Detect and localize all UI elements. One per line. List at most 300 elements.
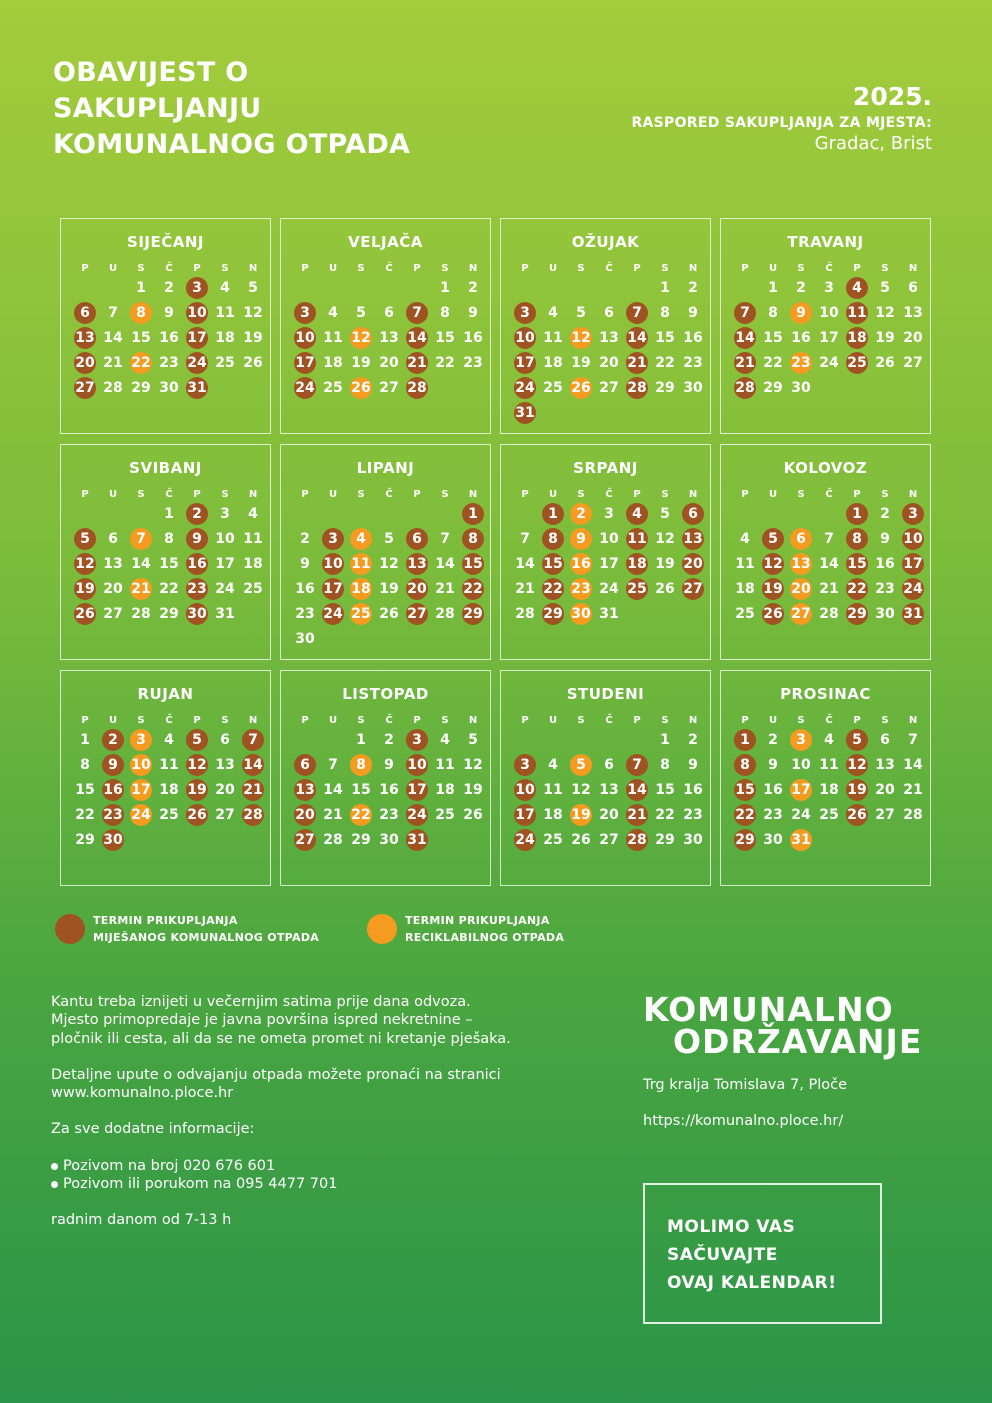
day-number: 9 xyxy=(384,757,394,773)
weekday-header: Č xyxy=(165,489,173,500)
day xyxy=(99,302,127,324)
day-number: 14 xyxy=(131,556,151,572)
weekday-header: S xyxy=(881,715,889,726)
day-number: 23 xyxy=(379,807,399,823)
mixed-collection-day xyxy=(623,327,651,349)
recyclable-collection-day xyxy=(787,603,815,625)
day xyxy=(787,804,815,826)
day-number: 18 xyxy=(323,355,343,371)
day-number: 27 xyxy=(903,355,923,371)
day-number: 21 xyxy=(323,807,343,823)
mixed-collection-day xyxy=(511,402,539,424)
mixed-collection-day xyxy=(71,553,99,575)
recyclable-collection-day xyxy=(567,578,595,600)
recyclable-collection-day xyxy=(787,578,815,600)
recyclable-collection-day xyxy=(347,528,375,550)
day-number: 9 xyxy=(186,528,208,550)
day-number: 10 xyxy=(599,531,619,547)
day xyxy=(899,729,927,751)
month-listopad xyxy=(280,670,491,886)
day-number: 3 xyxy=(406,729,428,751)
day-number: 19 xyxy=(186,779,208,801)
day-number: 2 xyxy=(796,280,806,296)
day xyxy=(871,277,899,299)
day xyxy=(375,754,403,776)
day-number: 15 xyxy=(763,330,783,346)
mixed-collection-day xyxy=(539,528,567,550)
day-number: 11 xyxy=(323,330,343,346)
mixed-collection-day xyxy=(319,603,347,625)
day-number: 13 xyxy=(406,553,428,575)
recyclable-collection-day xyxy=(567,528,595,550)
day-number: 12 xyxy=(379,556,399,572)
day-number: 14 xyxy=(242,754,264,776)
day-number: 8 xyxy=(80,757,90,773)
day-number: 11 xyxy=(159,757,179,773)
day xyxy=(871,603,899,625)
weekday-header: P xyxy=(741,263,749,274)
mixed-collection-day xyxy=(183,528,211,550)
day-number: 7 xyxy=(734,302,756,324)
day xyxy=(651,729,679,751)
day-number: 23 xyxy=(159,355,179,371)
mixed-collection-day xyxy=(403,352,431,374)
day-number: 19 xyxy=(762,578,784,600)
day xyxy=(459,352,487,374)
mixed-collection-day xyxy=(99,779,127,801)
mixed-collection-day xyxy=(679,503,707,525)
day-number: 19 xyxy=(571,355,591,371)
day-number: 17 xyxy=(514,804,536,826)
day-number: 2 xyxy=(102,729,124,751)
day xyxy=(375,603,403,625)
month-lipanj xyxy=(280,444,491,660)
day-number: 10 xyxy=(791,757,811,773)
recyclable-collection-day xyxy=(127,352,155,374)
day-number: 17 xyxy=(215,556,235,572)
day-number: 1 xyxy=(136,280,146,296)
day xyxy=(651,503,679,525)
day xyxy=(239,578,267,600)
day-number: 11 xyxy=(350,553,372,575)
day-number: 29 xyxy=(655,832,675,848)
day-number: 7 xyxy=(130,528,152,550)
day xyxy=(211,603,239,625)
day xyxy=(155,377,183,399)
day-number: 11 xyxy=(819,757,839,773)
day xyxy=(787,327,815,349)
day-number: 1 xyxy=(462,503,484,525)
day-number: 29 xyxy=(159,606,179,622)
day xyxy=(155,553,183,575)
day xyxy=(595,829,623,851)
weekday-header: P xyxy=(521,715,529,726)
mixed-collection-day xyxy=(731,302,759,324)
weekday-header: S xyxy=(357,263,365,274)
day xyxy=(731,578,759,600)
mixed-collection-day xyxy=(511,829,539,851)
weekday-header: U xyxy=(328,489,338,500)
save-line: MOLIMO VAS xyxy=(667,1217,796,1237)
month-name: TRAVANJ xyxy=(787,233,864,251)
day xyxy=(127,377,155,399)
day xyxy=(595,503,623,525)
day xyxy=(431,729,459,751)
day-number: 18 xyxy=(350,578,372,600)
weekday-header: N xyxy=(908,489,918,500)
mixed-collection-day xyxy=(99,729,127,751)
day xyxy=(651,528,679,550)
mixed-collection-day xyxy=(731,352,759,374)
day xyxy=(211,754,239,776)
day-number: 4 xyxy=(164,732,174,748)
mixed-collection-day xyxy=(539,503,567,525)
day-number: 29 xyxy=(462,603,484,625)
day xyxy=(899,352,927,374)
day xyxy=(511,528,539,550)
day xyxy=(155,603,183,625)
day-number: 20 xyxy=(379,355,399,371)
day-number: 1 xyxy=(542,503,564,525)
day-number: 21 xyxy=(103,355,123,371)
day xyxy=(539,327,567,349)
weekday-header: S xyxy=(137,489,145,500)
day xyxy=(127,603,155,625)
month-name: RUJAN xyxy=(137,685,194,703)
day xyxy=(539,754,567,776)
day-number: 22 xyxy=(655,807,675,823)
day xyxy=(211,729,239,751)
weekday-header: U xyxy=(108,263,118,274)
day xyxy=(459,804,487,826)
weekday-header: U xyxy=(108,489,118,500)
day-number: 6 xyxy=(604,757,614,773)
mixed-collection-day xyxy=(183,503,211,525)
day-number: 3 xyxy=(294,302,316,324)
day xyxy=(871,779,899,801)
day-number: 8 xyxy=(130,302,152,324)
day xyxy=(291,528,319,550)
day xyxy=(539,352,567,374)
day-number: 16 xyxy=(763,782,783,798)
weekday-header: Č xyxy=(825,715,833,726)
day xyxy=(431,553,459,575)
day xyxy=(431,578,459,600)
day-number: 5 xyxy=(74,528,96,550)
day-number: 17 xyxy=(514,352,536,374)
day-number: 13 xyxy=(215,757,235,773)
mixed-collection-day xyxy=(403,377,431,399)
page-title xyxy=(53,55,513,163)
day xyxy=(871,729,899,751)
day-number: 13 xyxy=(599,782,619,798)
day xyxy=(539,829,567,851)
day-number: 3 xyxy=(902,503,924,525)
day-number: 21 xyxy=(130,578,152,600)
mixed-collection-day xyxy=(291,804,319,826)
day-number: 13 xyxy=(379,330,399,346)
day-number: 8 xyxy=(542,528,564,550)
day-number: 31 xyxy=(790,829,812,851)
day-number: 3 xyxy=(220,506,230,522)
day-number: 7 xyxy=(328,757,338,773)
day xyxy=(871,553,899,575)
day-number: 23 xyxy=(790,352,812,374)
day-number: 19 xyxy=(875,330,895,346)
day xyxy=(431,603,459,625)
day-number: 13 xyxy=(682,528,704,550)
day-number: 31 xyxy=(599,606,619,622)
day xyxy=(155,779,183,801)
day-number: 20 xyxy=(406,578,428,600)
day xyxy=(319,754,347,776)
day xyxy=(211,528,239,550)
day xyxy=(815,578,843,600)
day-number: 24 xyxy=(902,578,924,600)
day-number: 2 xyxy=(468,280,478,296)
day-number: 31 xyxy=(186,377,208,399)
day-number: 17 xyxy=(599,556,619,572)
day-number: 9 xyxy=(300,556,310,572)
day-number: 5 xyxy=(660,506,670,522)
day xyxy=(431,528,459,550)
day-number: 22 xyxy=(655,355,675,371)
day xyxy=(595,804,623,826)
weekday-header: N xyxy=(908,715,918,726)
day-number: 8 xyxy=(164,531,174,547)
day-number: 8 xyxy=(768,305,778,321)
day-number: 31 xyxy=(514,402,536,424)
day xyxy=(679,302,707,324)
day xyxy=(759,804,787,826)
recyclable-collection-day xyxy=(127,578,155,600)
day xyxy=(899,327,927,349)
recyclable-collection-day xyxy=(567,327,595,349)
day xyxy=(759,754,787,776)
mixed-collection-day xyxy=(899,603,927,625)
mixed-collection-day xyxy=(759,528,787,550)
mixed-collection-day xyxy=(731,754,759,776)
day-number: 20 xyxy=(682,553,704,575)
day xyxy=(239,352,267,374)
day xyxy=(899,277,927,299)
mixed-collection-day xyxy=(291,327,319,349)
day-number: 28 xyxy=(515,606,535,622)
day-number: 22 xyxy=(435,355,455,371)
day-number: 5 xyxy=(880,280,890,296)
day-number: 20 xyxy=(599,807,619,823)
day-number: 25 xyxy=(215,355,235,371)
website-link[interactable]: https://komunalno.ploce.hr/ xyxy=(643,1113,844,1129)
mixed-collection-day xyxy=(71,377,99,399)
weekday-header: P xyxy=(193,715,201,726)
day-number: 15 xyxy=(734,779,756,801)
month-svibanj xyxy=(60,444,271,660)
day-number: 23 xyxy=(570,578,592,600)
mixed-collection-day xyxy=(511,377,539,399)
day xyxy=(815,729,843,751)
day-number: 15 xyxy=(75,782,95,798)
day xyxy=(431,302,459,324)
legend-text: RECIKLABILNOG OTPADA xyxy=(405,931,565,944)
day-number: 20 xyxy=(294,804,316,826)
day-number: 4 xyxy=(328,305,338,321)
day xyxy=(99,553,127,575)
day xyxy=(731,553,759,575)
info-paragraph: Za sve dodatne informacije: xyxy=(51,1121,255,1138)
day-number: 8 xyxy=(660,305,670,321)
day-number: 10 xyxy=(215,531,235,547)
day-number: 16 xyxy=(683,782,703,798)
day-number: 29 xyxy=(763,380,783,396)
day xyxy=(155,804,183,826)
mixed-collection-day xyxy=(291,779,319,801)
weekday-header: P xyxy=(521,263,529,274)
weekday-header: P xyxy=(81,489,89,500)
day-number: 10 xyxy=(514,779,536,801)
day xyxy=(375,553,403,575)
day-number: 30 xyxy=(791,380,811,396)
mixed-collection-day xyxy=(679,553,707,575)
day xyxy=(679,327,707,349)
day-number: 27 xyxy=(682,578,704,600)
weekday-header: N xyxy=(248,489,258,500)
day-number: 14 xyxy=(626,779,648,801)
day-number: 10 xyxy=(186,302,208,324)
weekday-header: Č xyxy=(605,715,613,726)
day-number: 28 xyxy=(323,832,343,848)
mixed-collection-day xyxy=(623,553,651,575)
day xyxy=(759,377,787,399)
day xyxy=(239,277,267,299)
day xyxy=(459,779,487,801)
day-number: 5 xyxy=(762,528,784,550)
day-number: 16 xyxy=(570,553,592,575)
mixed-collection-day xyxy=(623,779,651,801)
weekday-header: N xyxy=(688,715,698,726)
day xyxy=(511,603,539,625)
mixed-collection-day xyxy=(459,503,487,525)
day-number: 15 xyxy=(542,553,564,575)
day-number: 1 xyxy=(846,503,868,525)
day-number: 6 xyxy=(908,280,918,296)
day-number: 9 xyxy=(468,305,478,321)
recyclable-collection-day xyxy=(567,377,595,399)
day xyxy=(679,754,707,776)
day xyxy=(871,352,899,374)
day xyxy=(815,327,843,349)
weekday-header: P xyxy=(301,489,309,500)
day xyxy=(211,302,239,324)
day-number: 16 xyxy=(159,330,179,346)
day-number: 30 xyxy=(683,832,703,848)
day-number: 6 xyxy=(604,305,614,321)
day xyxy=(155,302,183,324)
day-number: 8 xyxy=(350,754,372,776)
day xyxy=(127,553,155,575)
day-number: 11 xyxy=(543,330,563,346)
day-number: 24 xyxy=(791,807,811,823)
weekday-header: Č xyxy=(385,263,393,274)
day-number: 1 xyxy=(660,732,670,748)
day-number: 8 xyxy=(440,305,450,321)
day-number: 12 xyxy=(655,531,675,547)
day xyxy=(211,503,239,525)
day-number: 24 xyxy=(514,829,536,851)
weekday-header: S xyxy=(137,263,145,274)
day xyxy=(291,578,319,600)
day xyxy=(99,603,127,625)
day-number: 15 xyxy=(351,782,371,798)
day xyxy=(459,302,487,324)
day-number: 24 xyxy=(130,804,152,826)
weekday-header: U xyxy=(328,715,338,726)
weekday-header: S xyxy=(577,715,585,726)
weekday-header: S xyxy=(881,489,889,500)
save-line: OVAJ KALENDAR! xyxy=(667,1273,837,1293)
day xyxy=(899,302,927,324)
day xyxy=(459,327,487,349)
day xyxy=(431,277,459,299)
day xyxy=(155,578,183,600)
day xyxy=(127,327,155,349)
day xyxy=(595,779,623,801)
day xyxy=(211,327,239,349)
day xyxy=(871,754,899,776)
day-number: 4 xyxy=(220,280,230,296)
weekday-header: P xyxy=(81,263,89,274)
weekday-header: Č xyxy=(605,263,613,274)
weekday-header: Č xyxy=(825,263,833,274)
mixed-collection-day xyxy=(511,352,539,374)
day xyxy=(71,829,99,851)
day-number: 17 xyxy=(790,779,812,801)
day xyxy=(651,754,679,776)
day-number: 19 xyxy=(463,782,483,798)
mixed-collection-day xyxy=(99,754,127,776)
day xyxy=(71,779,99,801)
weekday-header: Č xyxy=(165,715,173,726)
day-number: 28 xyxy=(131,606,151,622)
day xyxy=(595,578,623,600)
day xyxy=(155,528,183,550)
day xyxy=(431,754,459,776)
weekday-header: S xyxy=(661,489,669,500)
title-line: OBAVIJEST O xyxy=(53,57,249,88)
day xyxy=(731,603,759,625)
day-number: 7 xyxy=(406,302,428,324)
mixed-collection-day xyxy=(843,729,871,751)
day xyxy=(595,302,623,324)
day xyxy=(211,779,239,801)
day-number: 9 xyxy=(570,528,592,550)
day-number: 21 xyxy=(406,352,428,374)
day-number: 22 xyxy=(75,807,95,823)
day xyxy=(211,553,239,575)
day-number: 27 xyxy=(103,606,123,622)
day-number: 26 xyxy=(571,832,591,848)
legend-text: TERMIN PRIKUPLJANJA xyxy=(405,914,550,927)
day xyxy=(567,829,595,851)
mixed-collection-day xyxy=(899,553,927,575)
weekday-header: S xyxy=(137,715,145,726)
weekday-header: P xyxy=(301,715,309,726)
day xyxy=(679,352,707,374)
day-number: 6 xyxy=(790,528,812,550)
day xyxy=(731,528,759,550)
mixed-collection-day xyxy=(319,578,347,600)
day-number: 12 xyxy=(571,782,591,798)
